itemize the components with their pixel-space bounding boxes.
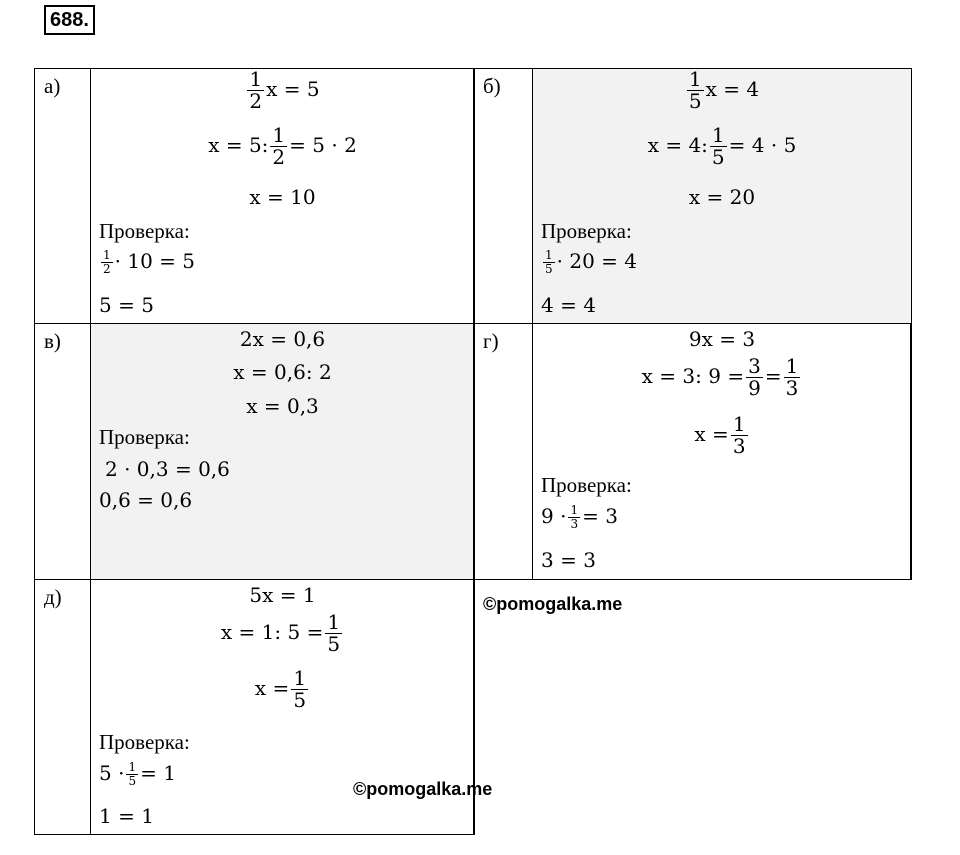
a-eq2-den: 2 — [272, 145, 286, 169]
label-d: д) — [44, 585, 62, 609]
g-chk-num: 1 — [570, 503, 579, 518]
a-eq2 — [91, 125, 474, 168]
d-eq2-num: 1 — [327, 610, 341, 634]
cell-b-content — [532, 68, 912, 324]
d-chk-left: 5 · — [99, 761, 125, 785]
b-eq2-left: x = 4: — [647, 133, 708, 157]
d-eq2-den: 5 — [327, 632, 341, 656]
b-eq1-num: 1 — [688, 67, 702, 91]
b-eq1-rest: x = 4 — [705, 77, 760, 101]
d-eq3-num: 1 — [293, 666, 307, 690]
g-eq3-num: 1 — [732, 412, 746, 436]
d-chk-num: 1 — [128, 760, 137, 775]
a-check2: 5 = 5 — [99, 293, 154, 317]
v-eq3: x = 0,3 — [246, 394, 319, 418]
d-eq3-den: 5 — [293, 688, 307, 712]
g-check-word: Проверка: — [541, 473, 632, 497]
d-chk-rest: = 1 — [140, 761, 176, 785]
a-eq2-left: x = 5: — [208, 133, 269, 157]
v-eq1: 2x = 0,6 — [239, 327, 326, 351]
task-number: 688. — [44, 5, 95, 35]
label-v: в) — [44, 329, 61, 353]
cell-g-content — [532, 323, 912, 580]
g-check1 — [541, 504, 911, 531]
g-eq2-mid: = — [764, 364, 782, 388]
a-eq2-right: = 5 · 2 — [289, 133, 357, 157]
label-a: а) — [44, 74, 61, 98]
cell-a-content — [90, 68, 475, 324]
b-check2: 4 = 4 — [541, 293, 596, 317]
d-check-word: Проверка: — [99, 730, 190, 754]
a-chk-den: 2 — [103, 262, 111, 276]
a-check1 — [99, 249, 474, 276]
g-eq3-den: 3 — [732, 434, 746, 458]
d-eq1: 5x = 1 — [249, 583, 316, 607]
label-g: г) — [483, 329, 499, 353]
d-eq3 — [91, 668, 474, 711]
v-check2: 0,6 = 0,6 — [99, 488, 193, 512]
b-eq2-right: = 4 · 5 — [728, 133, 797, 157]
d-eq3-left: x = — [254, 676, 290, 700]
g-chk-den: 3 — [570, 517, 579, 531]
b-chk-den: 5 — [545, 262, 553, 276]
g-eq2-den2: 3 — [785, 376, 799, 400]
d-eq2 — [91, 612, 474, 655]
watermark-right: ©pomogalka.me — [483, 594, 623, 614]
a-check-word: Проверка: — [99, 219, 190, 243]
label-b: б) — [483, 74, 501, 98]
a-eq1 — [91, 69, 474, 112]
watermark-bottom: ©pomogalka.me — [353, 779, 493, 799]
cell-b — [473, 68, 911, 324]
g-chk-rest: = 3 — [582, 504, 618, 528]
g-eq3-left: x = — [694, 422, 729, 446]
g-eq2-den1: 9 — [748, 376, 761, 400]
b-check-word: Проверка: — [541, 219, 632, 243]
g-eq2-num1: 3 — [748, 354, 761, 378]
a-chk-num: 1 — [103, 248, 111, 263]
b-eq1 — [533, 69, 911, 112]
g-eq3 — [533, 414, 911, 457]
cell-v-content — [90, 323, 475, 580]
b-eq3: x = 20 — [688, 185, 756, 209]
g-eq2 — [533, 356, 911, 399]
b-chk-num: 1 — [545, 248, 553, 263]
a-eq2-num: 1 — [272, 123, 286, 147]
a-eq1-num: 1 — [249, 67, 263, 91]
a-eq1-den: 2 — [249, 89, 263, 113]
b-check1 — [541, 249, 911, 276]
g-chk-left: 9 · — [541, 504, 567, 528]
a-chk-rest: · 10 = 5 — [114, 249, 196, 273]
cell-a — [34, 68, 474, 324]
cell-v — [34, 323, 474, 580]
g-check2: 3 = 3 — [541, 548, 596, 572]
b-eq2-den: 5 — [711, 145, 725, 169]
cell-g — [473, 323, 911, 580]
v-check1: 2 · 0,3 = 0,6 — [105, 457, 230, 481]
d-check2: 1 = 1 — [99, 804, 154, 828]
b-chk-rest: · 20 = 4 — [556, 249, 638, 273]
d-chk-den: 5 — [128, 774, 137, 788]
d-eq2-left: x = 1: 5 = — [220, 620, 324, 644]
a-eq3: x = 10 — [249, 185, 316, 209]
g-eq2-num2: 1 — [785, 354, 799, 378]
b-eq1-den: 5 — [688, 89, 702, 113]
g-eq1: 9x = 3 — [688, 327, 756, 351]
b-eq2 — [533, 125, 911, 168]
v-eq2: x = 0,6: 2 — [233, 360, 332, 384]
g-eq2-left: x = 3: 9 = — [641, 364, 745, 388]
v-check-word: Проверка: — [99, 425, 190, 449]
b-eq2-num: 1 — [711, 123, 725, 147]
a-eq1-rest: x = 5 — [266, 77, 320, 101]
